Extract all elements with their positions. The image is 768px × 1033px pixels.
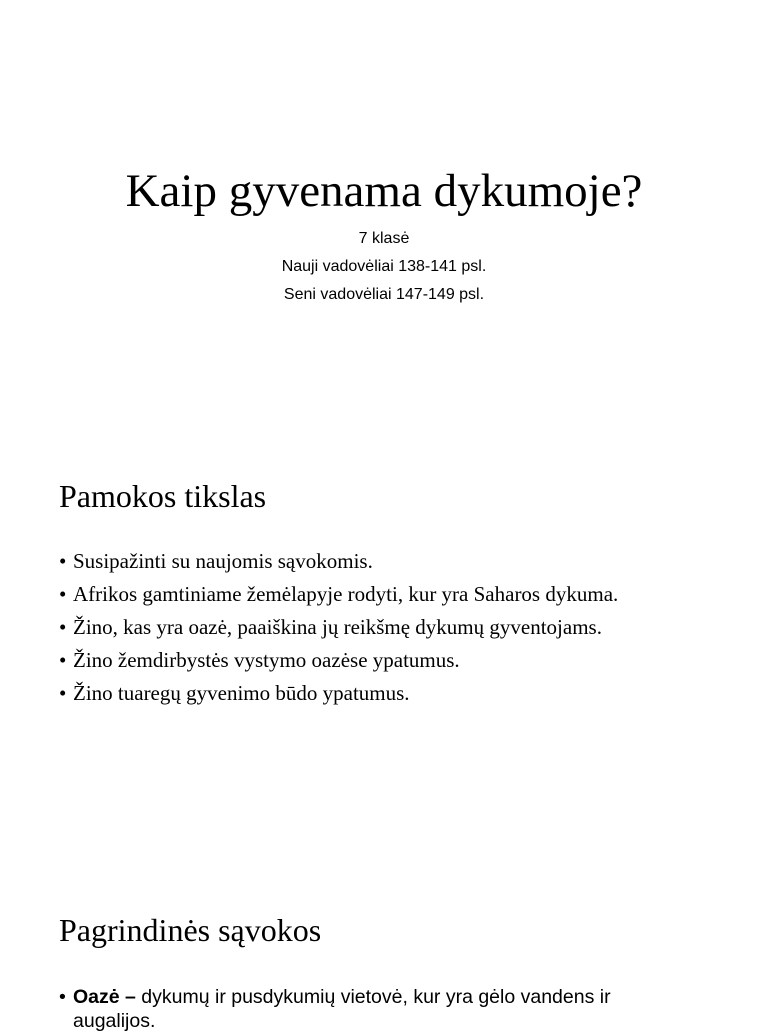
definition-continuation: augalijos. — [73, 1010, 156, 1032]
list-item: • Žino žemdirbystės vystymo oazėse ypatumus. — [59, 648, 460, 672]
subtitle-old-books: Seni vadovėliai 147-149 psl. — [283, 286, 485, 303]
term: Oazė – — [73, 986, 136, 1008]
bullet-icon: • — [59, 681, 67, 705]
subtitle-grade: 7 klasė — [358, 230, 410, 247]
bullet-icon: • — [59, 615, 67, 639]
list-item: • Žino, kas yra oazė, paaiškina jų reikšmę dykumų gyventojams. — [59, 615, 602, 639]
list-item: • Afrikos gamtiniame žemėlapyje rodyti, kur yra Saharos dykuma. — [59, 582, 619, 606]
bullet-icon: • — [59, 648, 67, 672]
concepts-heading: Pagrindinės sąvokos — [59, 912, 322, 948]
title: Kaip gyvenama dykumoje? — [125, 165, 643, 217]
list-item: • Žino tuaregų gyvenimo būdo ypatumus. — [59, 681, 410, 705]
bullet-icon: • — [59, 582, 67, 606]
subtitle-new-books: Nauji vadovėliai 138-141 psl. — [281, 258, 487, 275]
definition-item: • Oazė – dykumų ir pusdykumių vietovė, kur yra gėlo vandens ir augalijos. — [59, 986, 611, 1032]
bullet-icon: • — [59, 549, 67, 573]
goals-heading: Pamokos tikslas — [59, 478, 267, 514]
bullet-icon: • — [59, 986, 66, 1008]
list-item: • Susipažinti su naujomis sąvokomis. — [59, 549, 373, 573]
